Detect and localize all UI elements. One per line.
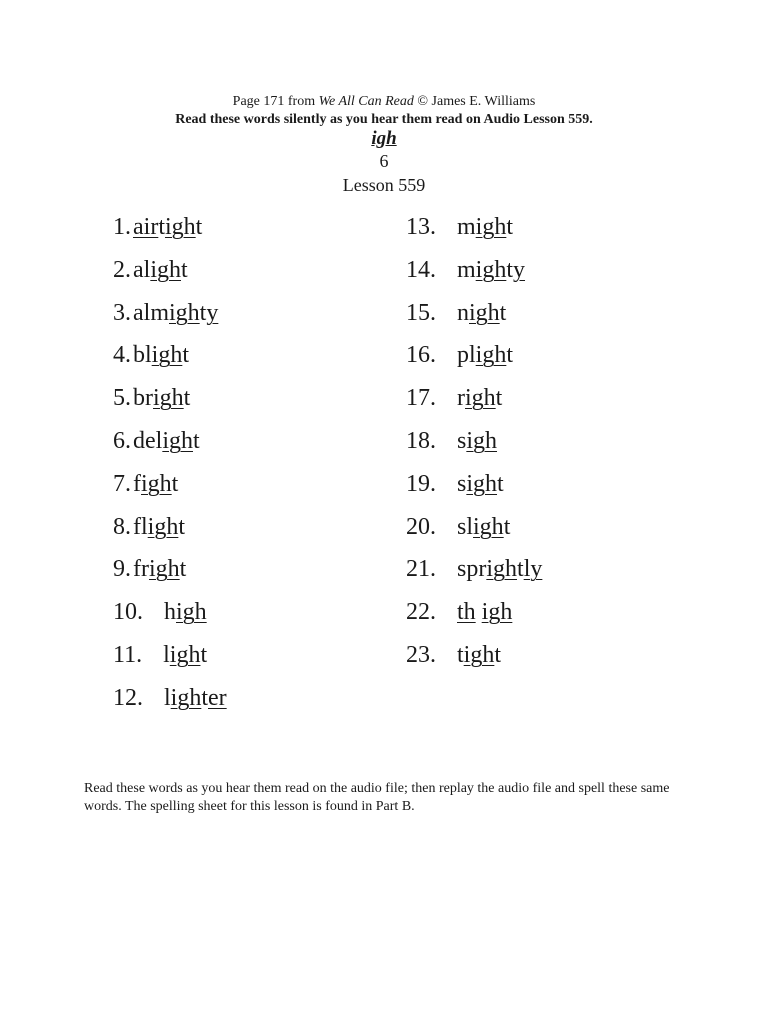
lesson-title: Lesson 559 [342,175,426,195]
word-item [113,554,186,584]
word-number: 16. [406,342,436,369]
word-text: fright [133,556,187,583]
word-item [113,340,189,370]
word-item [113,512,185,542]
word-item [406,212,513,242]
word-text: plight [457,342,514,369]
focus-sound: igh [371,128,397,149]
word-text: blight [133,342,190,369]
word-text: sight [457,470,504,497]
word-item [406,597,512,627]
word-item [406,640,501,670]
instruction-line: Read these words silently as you hear them read on Audio Lesson 559. [175,112,593,127]
word-item [113,255,188,285]
word-text: delight [133,428,200,454]
word-number: 23. [406,642,436,668]
word-text: sprightly [457,556,543,583]
word-text: might [457,214,514,240]
word-text: light [163,642,208,668]
word-item [406,426,497,456]
word-text: high [164,599,207,626]
word-number: 18. [406,428,436,454]
word-item [406,469,504,499]
word-item [113,426,200,456]
word-text: night [457,299,507,326]
word-text: alight [133,256,188,283]
word-item [406,298,506,328]
word-text: tight [457,642,502,668]
word-number: 10. [113,599,143,626]
word-number: 19. [406,470,436,497]
word-number: 22. [406,599,436,626]
word-text: slight [457,513,511,540]
word-number: 8. [113,513,131,540]
word-text: bright [133,385,191,412]
word-item [406,554,542,584]
word-item [406,255,525,285]
word-number: 14. [406,256,436,283]
word-text: fight [133,470,179,497]
page-header [0,92,768,198]
word-number: 7. [113,470,131,497]
footer-instructions: Read these words as you hear them read on the audio file; then replay the audio file and spell these same words. The spelling sheet for this lesson is found in Part B. [84,781,670,814]
word-number: 5. [113,385,131,412]
word-item [113,683,227,713]
source-line [0,92,768,111]
source-prefix: Page 171 from [232,94,319,109]
word-number: 15. [406,299,436,326]
word-number: 3. [113,299,131,326]
sound-number: 6 [379,151,389,171]
word-item [406,340,513,370]
word-item [406,383,502,413]
word-number: 2. [113,256,131,283]
word-number: 13. [406,214,436,240]
book-title: We All Can Read [318,94,414,109]
word-number: 12. [113,684,143,711]
word-number: 11. [113,642,143,668]
word-item [113,597,207,627]
word-number: 1. [113,214,131,240]
word-number: 4. [113,342,131,369]
word-number: 9. [113,556,131,583]
word-text: mighty [457,256,526,283]
word-item [113,298,218,328]
word-item [113,212,202,242]
word-text: th igh [457,599,513,626]
word-number: 17. [406,385,436,412]
word-item [113,383,190,413]
word-item [113,469,178,499]
word-item [406,512,510,542]
word-text: lighter [164,684,227,711]
word-number: 21. [406,556,436,583]
word-text: flight [133,513,186,540]
word-number: 6. [113,428,131,454]
word-text: right [457,385,503,412]
word-number: 20. [406,513,436,540]
word-text: airtight [133,214,203,240]
copyright: © James E. Williams [413,94,536,109]
word-item [113,640,207,670]
word-text: almighty [133,299,219,326]
word-text: sigh [457,428,498,454]
